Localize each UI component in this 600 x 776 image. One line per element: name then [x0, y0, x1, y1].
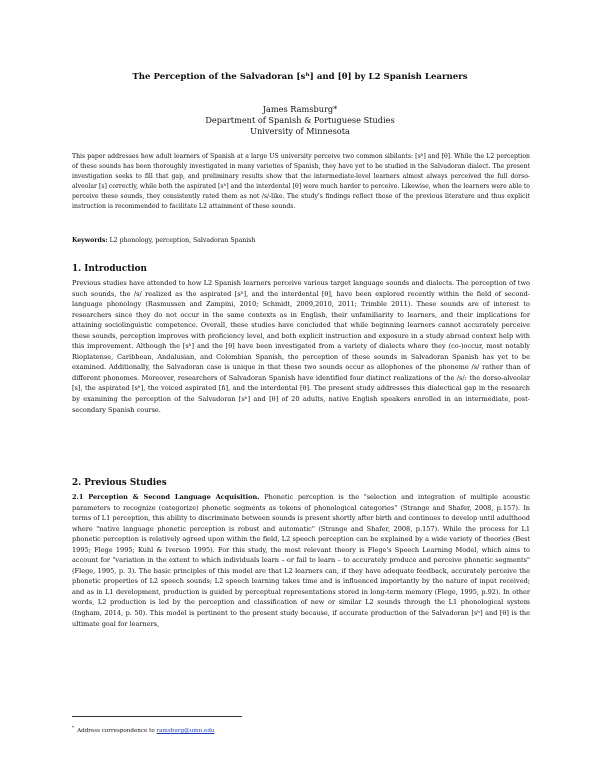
abstract: This paper addresses how adult learners of Spanish at a large US university perceive two common sibilants: [sʰ] and [θ]. While the L2 perception of these sounds has been thoroughly investigated in many varieties of Spanish, they have yet to be studied in the Salvadoran dialect. The present investigation seeks to fill that gap, and preliminary results show that the intermediate-level learners almost always perceived the full dorso-alveolar [s] correctly, while both the aspirated [sʰ] and the interdental [θ] were much harder to perceive. Likewise, when the learners were able to perceive these sounds, they consistently rated them as not /s/-like. The study's findings reflect those of the previous literature and thus explicit instruction is recommended to facilitate L2 attainment of these sounds.: [72, 153, 530, 211]
keywords-line: [72, 236, 530, 246]
footnote-divider: [72, 716, 242, 717]
section-heading-introduction: 1. Introduction: [72, 264, 147, 274]
introduction-paragraph: Previous studies have attended to how L2 Spanish learners perceive various target language sounds and dialects. The perception of two such sounds, the /s/ realized as the aspirated [sʰ], and the interdental [θ], have been explored recently within the field of second-language phonology (Rasmussen and Zampini, 2010; Schmidt, 2009,2010, 2011; Trimble 2011). These sounds are of interest to researchers since they do not occur in the same contexts as in English, their unfamiliarity to learners, and their implications for attaining sociolinguistic competence. Overall, these studies have concluded that while beginning learners cannot accurately perceive these sounds, perception improves with proficiency level, and both explicit instruction and exposure in a study abroad context help with this improvement. Although the [sʰ] and the [θ] have been investigated from a variety of dialects where they (co-)occur, most notably Rioplatense, Caribbean, Andalusian, and Colombian Spanish, the perception of these sounds in Salvadoran Spanish has yet to be examined. Additionally, the Salvadoran case is unique in that these two sounds occur as allophones of the phoneme /s/ rather than of different phonemes. Moreover, researchers of Salvadoran Spanish have identified four distinct realizations of the /s/: the dorso-alveolar [s], the aspirated [sʰ], the voiced aspirated [ɦ], and the interdental [θ]. The present study addresses this dialectical gap in the research by examining the perception of the Salvadoran [sʰ] and [θ] of 20 adults, native English speakers enrolled in an intermediate, post-secondary Spanish course.: [72, 279, 530, 414]
perception-paragraph: [72, 492, 530, 629]
footnote-marker: *: [72, 725, 75, 730]
footnote: [72, 725, 215, 734]
subsection-heading-perception: 2.1 Perception & Second Language Acquisition.: [72, 493, 260, 501]
author-block: [0, 104, 600, 137]
author-name: James Ramsburg*: [262, 104, 338, 114]
paper-title: The Perception of the Salvadoran [sʰ] and [θ] by L2 Spanish Learners: [132, 72, 468, 82]
perception-paragraph-text: Phonetic perception is the "selection and integration of multiple acoustic parameters to recognize (categorize) phonetic segments as tokens of phonological categories" (Strange and Shafer, 2008, p.157). In terms of L1 perception, this ability to discriminate between sounds is present shortly after birth and continues to develop until adulthood where "native language phonetic perception is robust and automatic" (Strange and Shafer, 2008, p.157). While the process for L1 phonetic perception is relatively agreed upon within the field, L2 speech perception can be explained by a wide variety of theories (Best 1995; Flege 1995; Kuhl & Iverson 1995). For this study, the most relevant theory is Flege's Speech Learning Model, which aims to account for "variation in the extent to which individuals learn – or fail to learn – to accurately produce and perceive phonetic segments" (Flege, 1995, p. 3). The basic principles of this model are that L2 learners can, if they have adequate feedback, accurately perceive the phonetic properties of L2 speech sounds; L2 speech learning takes time and is influenced importantly by the nature of input received; and as in L1 development, production is guided by perceptual representations stored in long-term memory (Flege, 1995, p.92). In other words, L2 production is led by the perception and classification of new or similar L2 sounds through the L1 phonological system (Ingham, 2014, p. 50). This model is pertinent to the present study because, if accurate production of the Salvadoran [sʰ] and [θ] is the ultimate goal for learners,: [72, 493, 530, 628]
keywords-label: Keywords:: [72, 237, 108, 244]
author-email-link[interactable]: ramsburg@umn.edu: [156, 727, 215, 734]
keywords-text: L2 phonology, perception, Salvadoran Spanish: [109, 237, 256, 244]
author-university: University of Minnesota: [250, 126, 350, 136]
section-heading-previous-studies: 2. Previous Studies: [72, 478, 167, 488]
footnote-text: Address correspondence to: [77, 727, 157, 734]
author-department: Department of Spanish & Portuguese Studies: [205, 115, 395, 125]
